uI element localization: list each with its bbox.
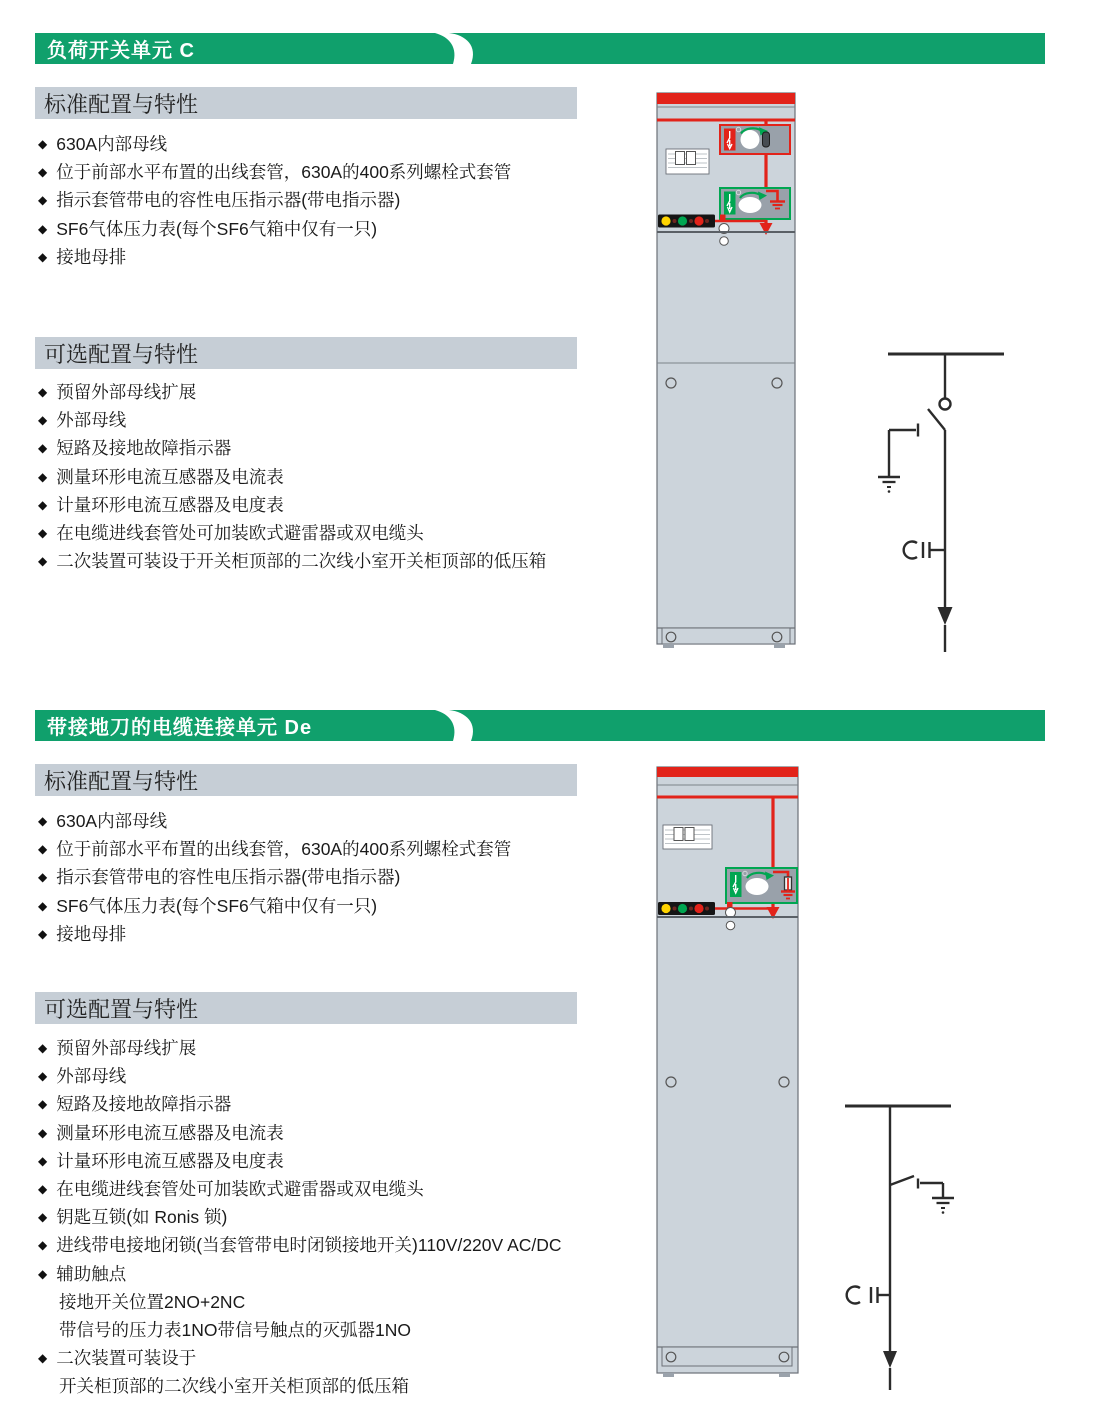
cable-feeder-arrow xyxy=(938,607,953,625)
section-title: 带接地刀的电缆连接单元 De xyxy=(47,717,313,739)
feature-text: 外部母线 xyxy=(56,1066,127,1087)
feature-item xyxy=(38,130,638,158)
feature-text: 短路及接地故障指示器 xyxy=(56,1094,232,1115)
subheader-optional-features xyxy=(35,337,577,369)
load-break-switch-blade xyxy=(928,409,945,430)
feature-item xyxy=(38,1344,638,1372)
feature-text: SF6气体压力表(每个SF6气箱中仅有一只) xyxy=(56,218,378,239)
feature-text: SF6气体压力表(每个SF6气箱中仅有一只) xyxy=(56,895,378,916)
feature-text: 计量环形电流互感器及电度表 xyxy=(56,494,284,515)
diamond-bullet-icon: ◆ xyxy=(38,469,48,484)
feature-item xyxy=(38,1062,638,1090)
feature-item xyxy=(38,1175,638,1203)
feature-text: 在电缆进线套管处可加装欧式避雷器或双电缆头 xyxy=(56,1179,424,1200)
diamond-bullet-icon: ◆ xyxy=(38,385,48,399)
earthing-switch-branch xyxy=(878,424,918,493)
feature-item xyxy=(38,1260,638,1288)
diamond-bullet-icon: ◆ xyxy=(38,842,48,857)
feature-item xyxy=(38,378,638,406)
yellow-lamp xyxy=(661,216,670,225)
feature-item xyxy=(38,406,638,434)
feature-item xyxy=(38,463,638,491)
indicator-lamp-strip xyxy=(658,902,715,915)
diamond-bullet-icon: ◆ xyxy=(38,413,48,428)
feature-item xyxy=(38,434,638,462)
feature-item xyxy=(38,158,638,186)
feature-item xyxy=(38,920,638,948)
diamond-bullet-icon: ◆ xyxy=(38,898,48,913)
diamond-bullet-icon: ◆ xyxy=(38,165,48,180)
diamond-bullet-icon: ◆ xyxy=(38,1069,48,1084)
feature-item xyxy=(38,863,638,891)
red-lamp xyxy=(694,904,703,913)
bushing-pill xyxy=(763,132,770,147)
feature-item xyxy=(38,547,638,575)
subheader-text: 可选配置与特性 xyxy=(44,341,199,367)
diamond-bullet-icon: ◆ xyxy=(38,1097,48,1112)
feature-item xyxy=(38,519,638,547)
operating-knob xyxy=(741,130,760,149)
diamond-bullet-icon: ◆ xyxy=(38,1041,48,1055)
optional-features-list xyxy=(38,1034,638,1401)
feature-text: 指示套管带电的容性电压指示器(带电指示器) xyxy=(56,190,401,211)
diamond-bullet-icon: ◆ xyxy=(38,193,48,208)
feature-item xyxy=(38,1119,638,1147)
earthing-switch-blade xyxy=(890,1176,914,1185)
feature-item xyxy=(38,1034,638,1062)
green-lamp xyxy=(678,904,687,913)
switch-hinge-node xyxy=(940,399,951,410)
feature-text: 测量环形电流互感器及电流表 xyxy=(56,1122,284,1143)
subheader-standard-features xyxy=(35,87,577,119)
red-lamp xyxy=(694,216,703,225)
diamond-bullet-icon: ◆ xyxy=(38,554,48,569)
indicator-lamp-strip xyxy=(658,215,715,228)
diamond-bullet-icon: ◆ xyxy=(38,526,48,541)
diamond-bullet-icon: ◆ xyxy=(38,221,48,236)
feature-text: 位于前部水平布置的出线套管，630A的400系列螺栓式套管 xyxy=(56,839,512,860)
feature-item xyxy=(38,1090,638,1118)
feature-text: 接地母排 xyxy=(56,246,127,267)
feature-text: 接地开关位置2NO+2NC xyxy=(59,1291,246,1312)
diamond-bullet-icon: ◆ xyxy=(38,1125,48,1140)
diamond-bullet-icon: ◆ xyxy=(38,1351,48,1366)
feature-text: 预留外部母线扩展 xyxy=(56,382,197,402)
operating-knob xyxy=(746,878,769,895)
operating-knob xyxy=(739,197,762,213)
diamond-bullet-icon: ◆ xyxy=(38,814,48,828)
subheader-text: 可选配置与特性 xyxy=(44,996,199,1022)
feature-item xyxy=(38,215,638,243)
cabinet-shell xyxy=(657,767,798,1373)
feature-text: 计量环形电流互感器及电度表 xyxy=(56,1150,284,1171)
feature-text: 测量环形电流互感器及电流表 xyxy=(56,466,284,487)
feature-text: 外部母线 xyxy=(56,410,127,431)
feature-item xyxy=(38,186,638,214)
cable-feeder-arrow xyxy=(883,1351,897,1368)
cabinet-front-view-drawing-1 xyxy=(653,88,803,663)
feature-text: 钥匙互锁(如 Ronis 锁) xyxy=(56,1207,228,1228)
feature-text: 开关柜顶部的二次线小室开关柜顶部的低压箱 xyxy=(59,1376,409,1397)
diamond-bullet-icon: ◆ xyxy=(38,926,48,941)
feature-text: 进线带电接地闭锁(当套管带电时闭锁接地开关)110V/220V AC/DC xyxy=(56,1235,562,1256)
cabinet-front-view-drawing-2 xyxy=(653,762,803,1384)
feature-item xyxy=(38,892,638,920)
nameplate xyxy=(666,149,709,174)
feature-text: 短路及接地故障指示器 xyxy=(56,438,232,459)
feature-text: 在电缆进线套管处可加装欧式避雷器或双电缆头 xyxy=(56,523,424,544)
diamond-bullet-icon: ◆ xyxy=(38,441,48,456)
feature-text: 接地母排 xyxy=(56,923,127,944)
feature-text: 630A内部母线 xyxy=(56,811,168,831)
feature-item-continuation xyxy=(38,1372,638,1400)
feature-item xyxy=(38,1231,638,1259)
feature-text: 辅助触点 xyxy=(56,1263,127,1284)
subheader-text: 标准配置与特性 xyxy=(44,768,199,794)
earthing-switch-panel xyxy=(726,868,797,903)
feature-text: 带信号的压力表1NO带信号触点的灭弧器1NO xyxy=(59,1320,411,1341)
feature-item xyxy=(38,1147,638,1175)
feature-text: 二次装置可装设于 xyxy=(56,1348,197,1369)
voltage-indicator-symbol xyxy=(847,1287,890,1304)
subheader-text: 标准配置与特性 xyxy=(44,91,199,117)
diamond-bullet-icon: ◆ xyxy=(38,137,48,151)
cabinet-shell xyxy=(657,93,795,644)
diamond-bullet-icon: ◆ xyxy=(38,249,48,264)
feature-text: 位于前部水平布置的出线套管，630A的400系列螺栓式套管 xyxy=(56,162,512,183)
section-banner-cable-connection-unit xyxy=(35,710,1045,741)
diamond-bullet-icon: ◆ xyxy=(38,1266,48,1281)
cabinet-base xyxy=(657,628,795,648)
single-line-schematic-2 xyxy=(833,1085,998,1405)
section-banner-load-break-switch-unit xyxy=(35,33,1045,64)
green-lamp xyxy=(678,216,687,225)
optional-features-list xyxy=(38,378,638,575)
feature-item-continuation xyxy=(38,1288,638,1316)
cabinet-top-red-bar xyxy=(657,93,795,104)
feature-text: 预留外部母线扩展 xyxy=(56,1038,197,1058)
diamond-bullet-icon: ◆ xyxy=(38,1182,48,1197)
diamond-bullet-icon: ◆ xyxy=(38,870,48,885)
nameplate xyxy=(663,825,712,849)
subheader-standard-features xyxy=(35,764,577,796)
feature-text: 630A内部母线 xyxy=(56,134,168,154)
earthing-switch-panel xyxy=(720,188,790,219)
diamond-bullet-icon: ◆ xyxy=(38,497,48,512)
diamond-bullet-icon: ◆ xyxy=(38,1210,48,1225)
standard-features-list xyxy=(38,807,638,948)
yellow-lamp xyxy=(661,904,670,913)
diamond-bullet-icon: ◆ xyxy=(38,1153,48,1168)
earthing-switch-branch xyxy=(890,1176,954,1214)
diamond-bullet-icon: ◆ xyxy=(38,1238,48,1253)
subheader-optional-features xyxy=(35,992,577,1024)
earth-symbol xyxy=(878,477,900,493)
feature-item xyxy=(38,243,638,271)
feature-text: 二次装置可装设于开关柜顶部的二次线小室开关柜顶部的低压箱 xyxy=(56,551,547,572)
feature-item xyxy=(38,807,638,835)
feature-item-continuation xyxy=(38,1316,638,1344)
standard-features-list xyxy=(38,130,638,271)
switch-operation-panel xyxy=(720,125,790,154)
cabinet-top-red-bar xyxy=(657,767,798,777)
feature-text: 指示套管带电的容性电压指示器(带电指示器) xyxy=(56,867,401,888)
voltage-indicator-symbol xyxy=(904,542,945,559)
feature-item xyxy=(38,491,638,519)
feature-item xyxy=(38,835,638,863)
feature-item xyxy=(38,1203,638,1231)
section-title: 负荷开关单元 C xyxy=(47,40,195,62)
earth-symbol xyxy=(932,1198,954,1214)
single-line-schematic-1 xyxy=(860,330,1020,660)
